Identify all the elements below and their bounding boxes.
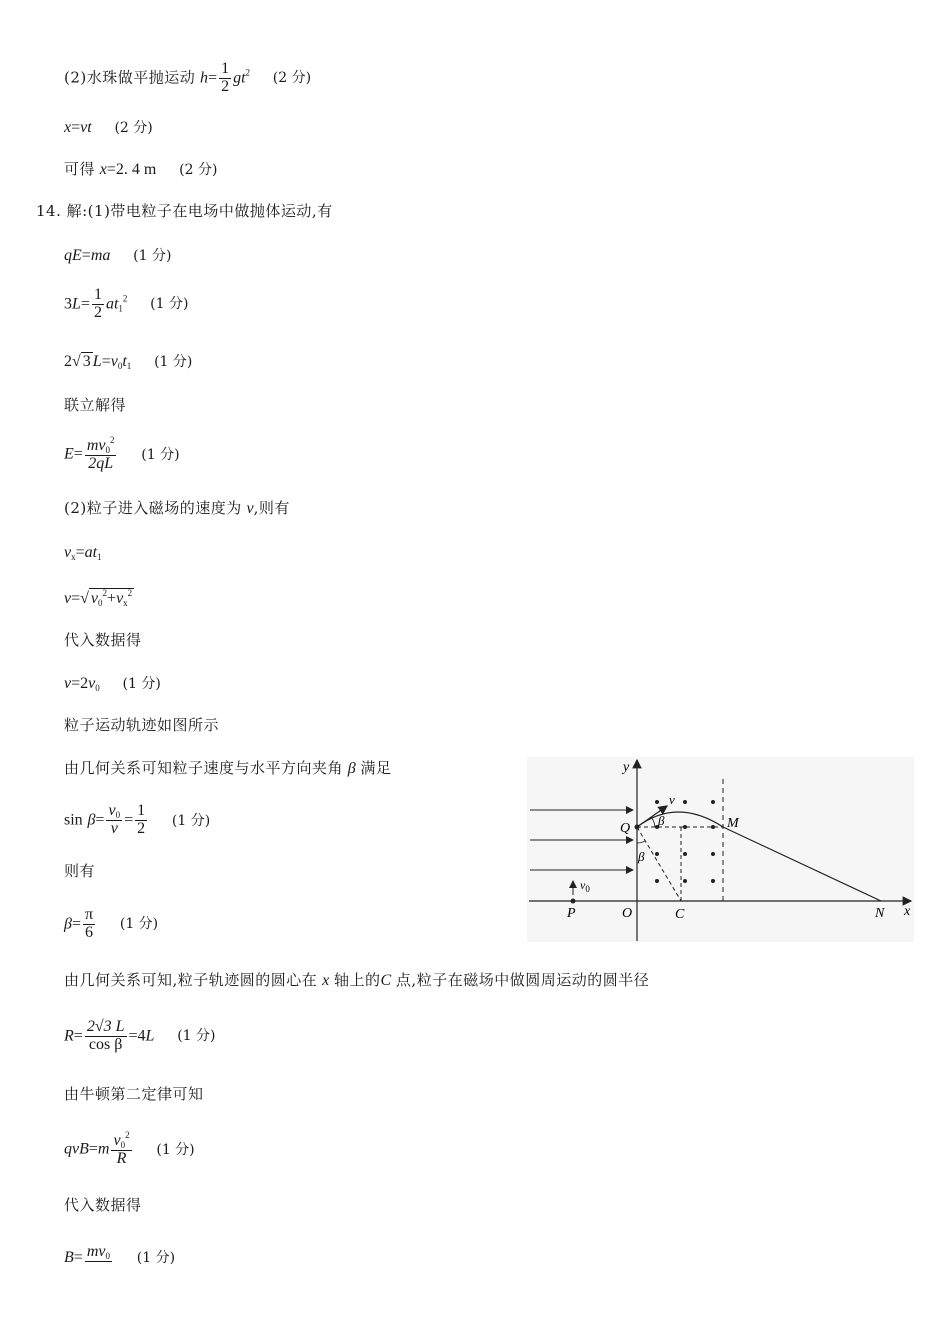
points: (1 分) [122,676,161,692]
label-beta-top: β [658,813,665,828]
line-qE-ma: qE=ma (1 分) [64,247,172,264]
line-then: 则有 [64,862,96,880]
fraction: $\frac{1}{2}$ [137,802,146,838]
points: (1 分) [150,296,189,313]
question-14-heading: 14. 解:(1)带电粒子在电场中做抛体运动,有 [36,202,333,220]
points: (1 分) [156,1141,195,1158]
angle-arc-top [651,817,655,827]
radius-dashed [637,827,681,901]
label-beta-side: β [638,849,645,864]
points: (1 分) [119,916,159,933]
angle-arc-side [637,841,645,843]
straight-trajectory [723,827,881,901]
fraction: $\frac{v_0^2}{R}$ [113,1130,130,1168]
line-B: B= $mv_0$ (1 分) [64,1243,176,1266]
label-v0: $v_0$ [580,878,590,894]
points: (1 分) [133,248,172,264]
line-substitute-2: 代入数据得 [64,1196,142,1214]
fraction: $\frac{mv_0^2}{2qL}$ [86,435,115,473]
fraction: $\frac{v_0}{v}$ [108,802,121,838]
diagram-svg [527,757,914,942]
line-v-2v0: $v=2v_0$ (1 分) [64,675,161,693]
fraction: $mv_0$ [86,1243,110,1261]
label-M: M [727,816,739,831]
points: (1 分) [171,812,211,829]
line-substitute: 代入数据得 [64,631,142,649]
label-y: y [623,760,630,775]
fraction: $\frac{1}{2}$ [93,286,102,321]
point-P [571,899,576,904]
points: (2 分) [179,162,218,178]
line-velocity-intro: (2)粒子进入磁场的速度为 v,则有 [64,499,290,517]
line-E: E= $\frac{mv_0^2}{2qL}$ (1 分) [64,435,180,473]
line-angle-intro: 由几何关系可知粒子速度与水平方向夹角 β 满足 [64,759,392,777]
line-3L: 3L= $\frac{1}{2}$ $at_1^2$ (1 分) [64,286,189,321]
label-N: N [875,906,885,921]
line-vx: $v_x=at_1$ [64,544,102,562]
points: (1 分) [141,446,180,463]
line-newton: 由牛顿第二定律可知 [64,1085,204,1103]
line-projectile-x: x=vt (2 分) [64,119,153,136]
fraction: $\frac{1}{2}$ [221,60,230,95]
line-trajectory: 粒子运动轨迹如图所示 [64,716,220,734]
line-projectile-height: (2)水珠做平抛运动 h= $\frac{1}{2}$ $gt^2$ (2 分) [64,60,312,95]
line-radius: R= $\frac{2√3 L}{\text{cos β}}$ =4L (1 分) [64,1018,216,1053]
points: (1 分) [136,1250,176,1266]
points: (1 分) [154,354,193,370]
line-result-x: 可得 x=2. 4 m (2 分) [64,160,218,178]
points: (2 分) [114,120,153,136]
label-O: O [622,906,633,921]
fraction: $\frac{\pi}{6}$ [85,906,94,941]
line-sin-beta: sin β= $\frac{v_0}{v}$ = $\frac{1}{2}$ (1 分) [64,802,211,838]
label-v: v [669,792,675,807]
points: (2 分) [272,70,312,87]
line-beta-value: β= $\frac{\pi}{6}$ (1 分) [64,906,159,941]
line-circle-center: 由几何关系可知,粒子轨迹圆的圆心在 x 轴上的C 点,粒子在磁场中做圆周运动的圆半径 [64,971,650,989]
label-x: x [904,904,911,919]
line-qvB: qvB=m $\frac{v_0^2}{R}$ (1 分) [64,1130,195,1168]
label-Q: Q [620,821,631,836]
points: (1 分) [177,1028,216,1045]
line-v-sqrt: v=√ $v_0^2+v_x^2$ [64,588,133,608]
line-2root3L: 2√ 3 $L=v_0t_1$ (1 分) [64,353,193,371]
fraction: $\frac{2√3 L}{\text{cos β}}$ [86,1018,125,1053]
arc-trajectory [637,812,723,827]
label-C: C [675,907,685,922]
point-Q [635,825,640,830]
trajectory-diagram [527,757,914,942]
line-solve: 联立解得 [64,396,127,414]
label-P: P [567,906,576,921]
